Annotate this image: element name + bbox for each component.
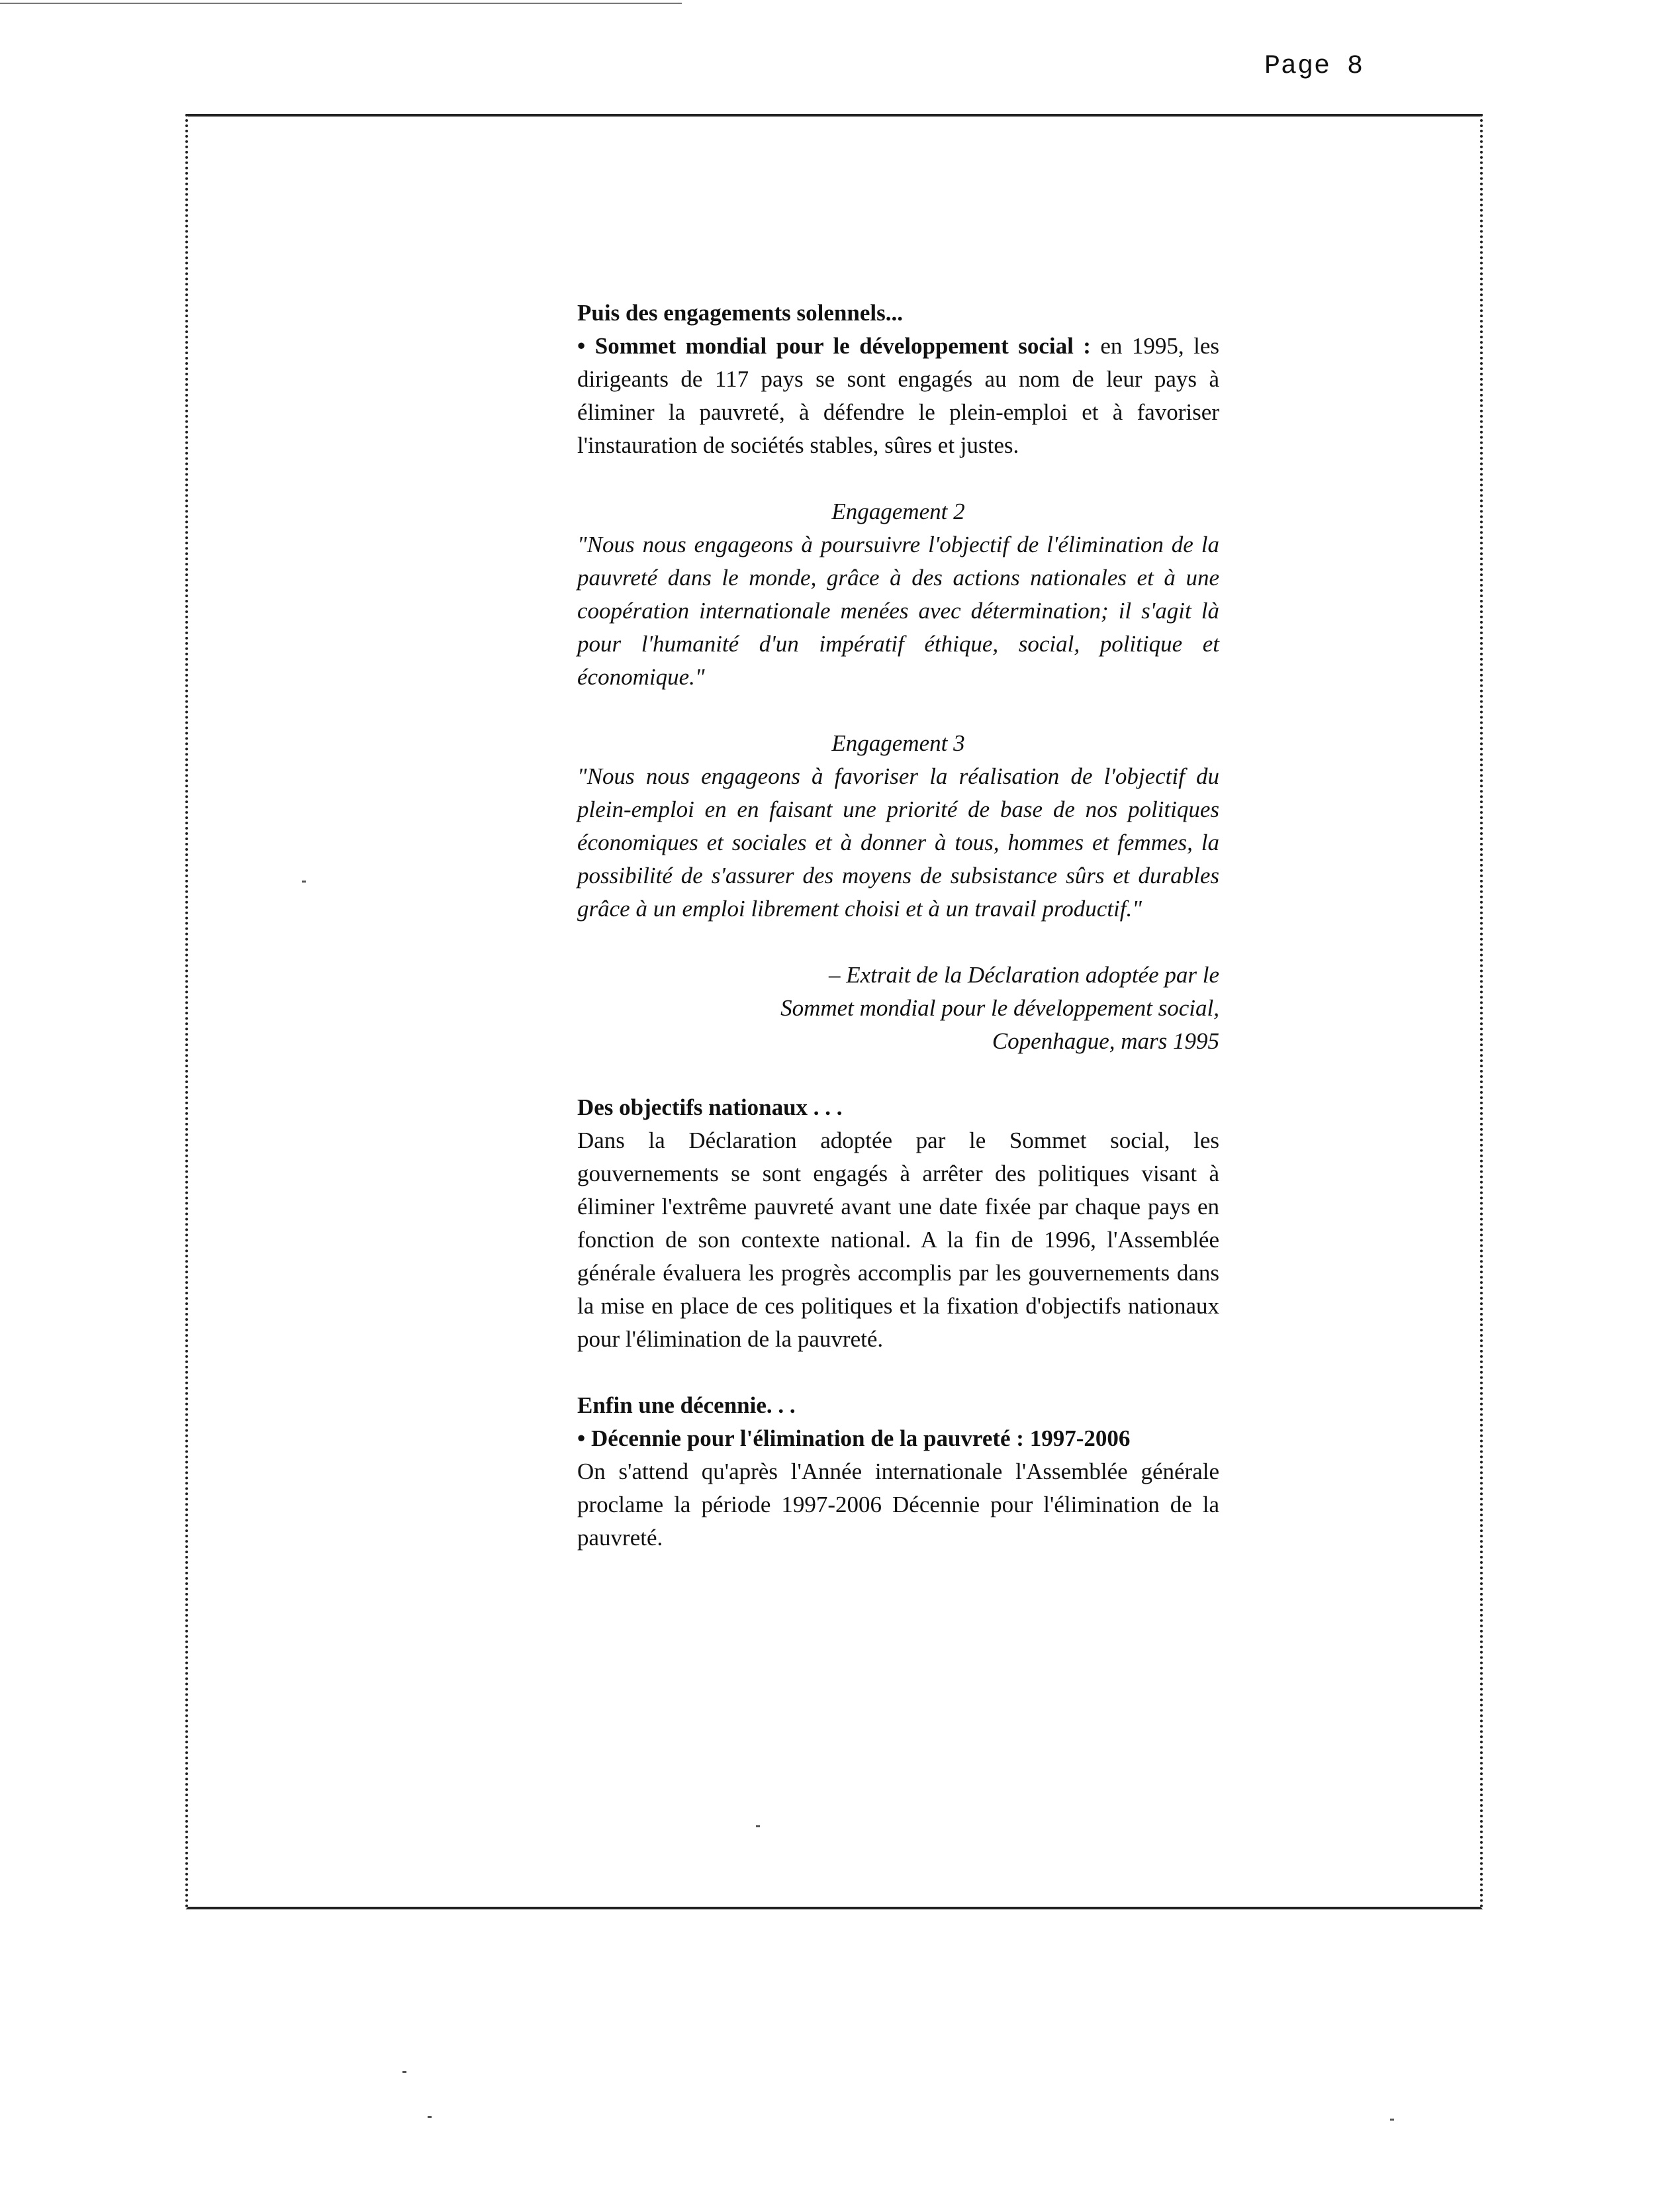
engagement-3-title: Engagement 3: [831, 730, 965, 756]
scan-speck: [1390, 2119, 1394, 2121]
national-goals-heading: Des objectifs nationaux . . .: [577, 1094, 843, 1120]
national-goals-paragraph: Dans la Déclaration adoptée par le Sommet social, les gouvernements se sont engagés à arrêter des politiques visant à éliminer l'extrême pauvreté avant une date fixée par chaque pays en fonction de son contexte national. A la fin de 1996, l'Assemblée générale évaluera les progrès accomplis par les gouvernements dans la mise en place de ces politiques et la fixation d'objectifs nationaux pour l'élimination de la pauvreté.: [577, 1127, 1219, 1352]
top-scan-rule: [0, 3, 682, 4]
scan-speck: [756, 1825, 760, 1827]
citation-line-2: Sommet mondial pour le développement social,: [780, 995, 1219, 1021]
engagement-3-quote: "Nous nous engageons à favoriser la réalisation de l'objectif du plein-emploi en en faisant une priorité de base de nos politiques économiques et sociales et à donner à tous, hommes et femmes, la possibilité de s'assurer des moyens de subsistance sûrs et durables grâce à un emploi librement choisi et à un travail productif.": [577, 763, 1219, 922]
summit-bullet-text: en 1995, les dirigeants de 117 pays se sont engagés au nom de leur pays à éliminer la pauvreté, à défendre le plein-emploi et à favoriser l'instauration de sociétés stables, sûres et justes.: [577, 333, 1219, 458]
scan-speck: [402, 2071, 406, 2073]
scan-speck: [428, 2116, 432, 2118]
page-number: Page 8: [1264, 52, 1364, 81]
citation-line-3: Copenhague, mars 1995: [992, 1028, 1219, 1054]
decade-paragraph: On s'attend qu'après l'Année internationale l'Assemblée générale proclame la période 1997-2006 Décennie pour l'élimination de la pauvreté.: [577, 1459, 1219, 1551]
document-body: [577, 297, 1219, 1555]
summit-bullet-paragraph: [577, 330, 1219, 462]
citation-line-1: – Extrait de la Déclaration adoptée par le: [828, 962, 1219, 988]
decade-bullet-lead: • Décennie pour l'élimination de la pauvreté : 1997-2006: [577, 1425, 1131, 1451]
summit-bullet-lead: • Sommet mondial pour le développement social :: [577, 333, 1091, 359]
engagement-2-title: Engagement 2: [831, 499, 965, 524]
commitments-heading: Puis des engagements solennels...: [577, 300, 903, 326]
engagement-2-quote: "Nous nous engageons à poursuivre l'objectif de l'élimination de la pauvreté dans le monde, grâce à des actions nationales et à une coopération internationale menées avec détermination; il s'agit là pour l'humanité d'un impératif éthique, social, politique et économique.": [577, 532, 1219, 690]
decade-heading: Enfin une décennie. . .: [577, 1392, 796, 1418]
scan-speck: [302, 881, 306, 883]
